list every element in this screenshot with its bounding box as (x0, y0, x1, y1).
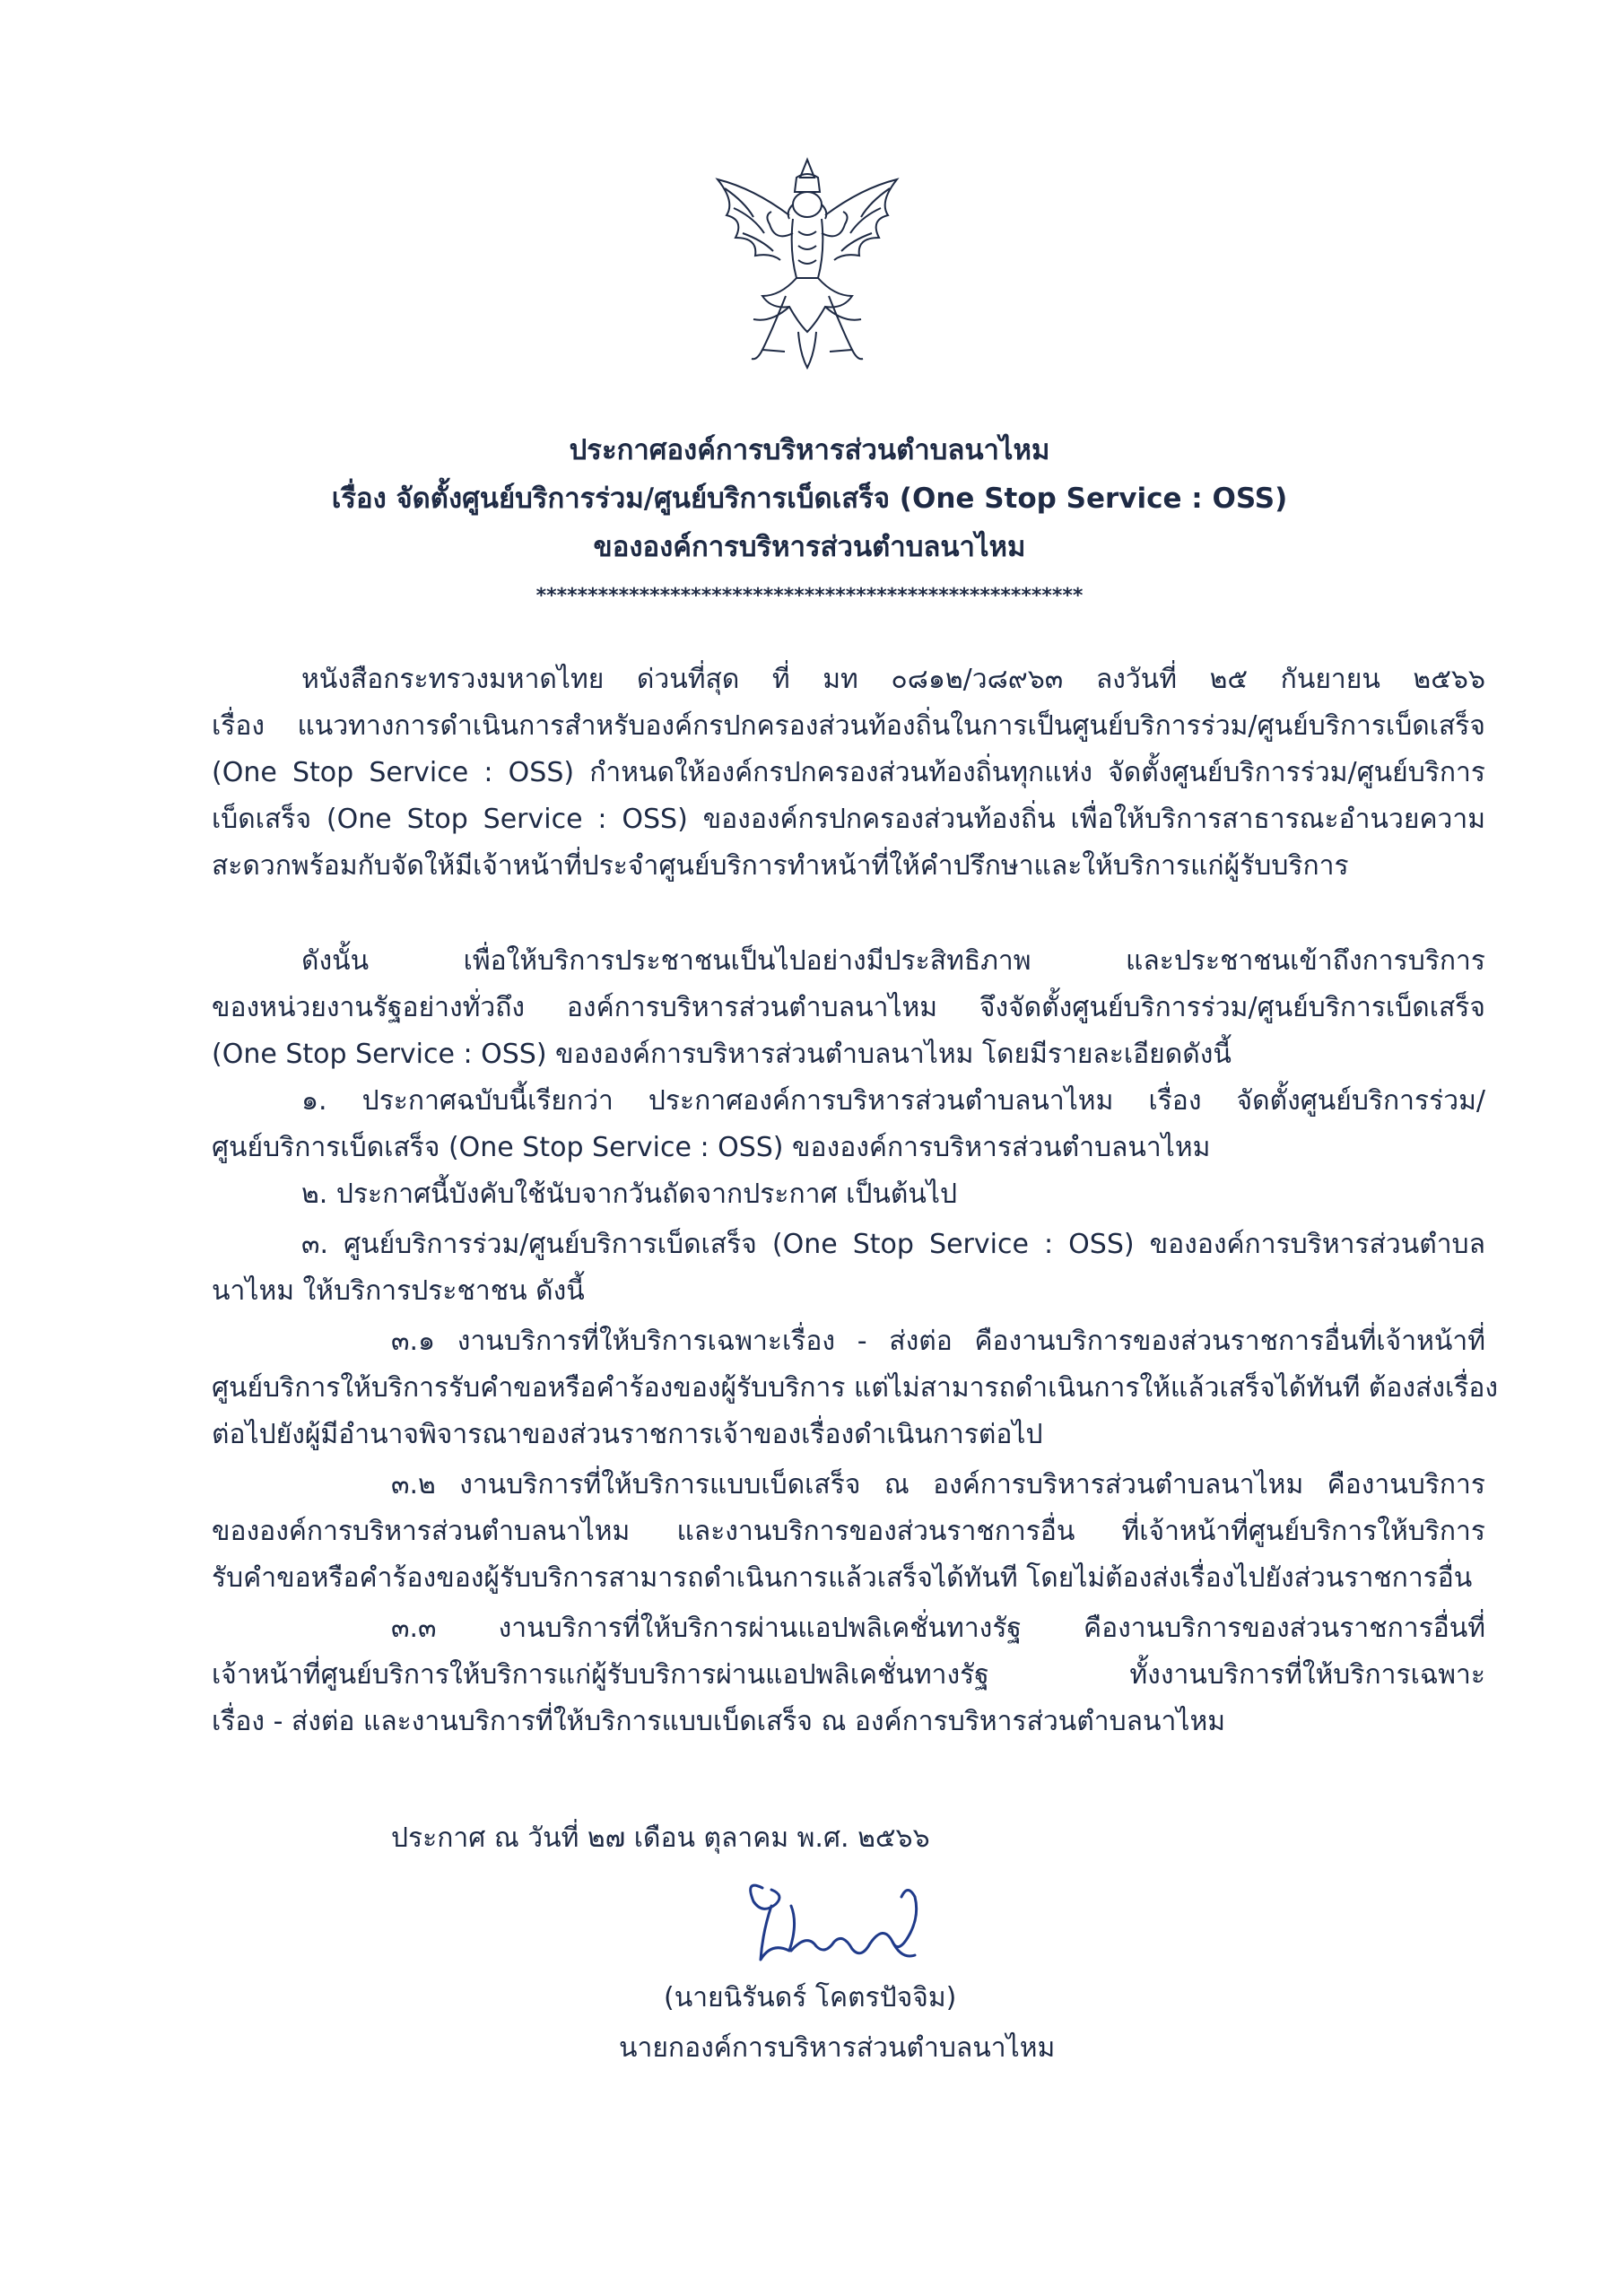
paragraph-1-line-1: หนังสือกระทรวงมหาดไทย ด่วนที่สุด ที่ มท ๐๘๑๒/ว๘๙๖๓ ลงวันที่ ๒๕ กันยายน ๒๕๖๖ (301, 664, 1485, 695)
item-3-1-line-1: ๓.๑ งานบริการที่ให้บริการเฉพาะเรื่อง - ส่งต่อ คืองานบริการของส่วนราชการอื่นที่เจ้าหน้าที่ (391, 1326, 1485, 1357)
title-line-3: ขององค์การบริหารส่วนตำบลนาไหม (593, 531, 1026, 563)
item-3-line-1: ๓. ศูนย์บริการร่วม/ศูนย์บริการเบ็ดเสร็จ (One Stop Service : OSS) ขององค์การบริหารส่วนตำบล (301, 1229, 1485, 1260)
paragraph-1-line-3: (One Stop Service : OSS) กำหนดให้องค์กรปกครองส่วนท้องถิ่นทุกแห่ง จัดตั้งศูนย์บริการร่วม/ศูนย์บริการ (212, 757, 1485, 788)
paragraph-1-line-5: สะดวกพร้อมกับจัดให้มีเจ้าหน้าที่ประจำศูนย์บริการทำหน้าที่ให้คำปรึกษาและให้บริการแก่ผู้รับบริการ (212, 850, 1349, 882)
item-3-2-line-2: ขององค์การบริหารส่วนตำบลนาไหม และงานบริการของส่วนราชการอื่น ที่เจ้าหน้าที่ศูนย์บริการให้บริการ (212, 1516, 1485, 1547)
paragraph-2-line-1: ดังนั้น เพื่อให้บริการประชาชนเป็นไปอย่างมีประสิทธิภาพ และประชาชนเข้าถึงการบริการ (301, 945, 1485, 977)
signer-name: (นายนิรันดร์ โคตรปัจจิม) (664, 1982, 957, 2013)
item-3-2-line-3: รับคำขอหรือคำร้องของผู้รับบริการสามารถดำเนินการแล้วเสร็จได้ทันที โดยไม่ต้องส่งเรื่องไปยังส่วนราชการอื่น (212, 1562, 1473, 1594)
paragraph-2-line-3: (One Stop Service : OSS) ขององค์การบริหารส่วนตำบลนาไหม โดยมีรายละเอียดดังนี้ (212, 1039, 1232, 1070)
signature-icon (736, 1870, 942, 1978)
title-line-2: เรื่อง จัดตั้งศูนย์บริการร่วม/ศูนย์บริการเบ็ดเสร็จ (One Stop Service : OSS) (331, 483, 1288, 515)
item-3-1-line-2: ศูนย์บริการให้บริการรับคำขอหรือคำร้องของผู้รับบริการ แต่ไม่สามารถดำเนินการให้แล้วเสร็จได้ทันที ต้องส่งเรื่อง (212, 1372, 1499, 1404)
signer-position: นายกองค์การบริหารส่วนตำบลนาไหม (619, 2032, 1056, 2064)
item-3-line-2: นาไหม ให้บริการประชาชน ดังนี้ (212, 1275, 585, 1307)
item-3-1-line-3: ต่อไปยังผู้มีอำนาจพิจารณาของส่วนราชการเจ้าของเรื่องดำเนินการต่อไป (212, 1419, 1043, 1450)
item-3-3-line-1: ๓.๓ งานบริการที่ให้บริการผ่านแอปพลิเคชั่นทางรัฐ คืองานบริการของส่วนราชการอื่นที่ (391, 1613, 1485, 1644)
title-line-1: ประกาศองค์การบริหารส่วนตำบลนาไหม (569, 434, 1050, 466)
paragraph-2-line-2: ของหน่วยงานรัฐอย่างทั่วถึง องค์การบริหารส่วนตำบลนาไหม จึงจัดตั้งศูนย์บริการร่วม/ศูนย์บริการเบ็ดเสร็จ (212, 992, 1485, 1023)
garuda-emblem-icon (700, 152, 915, 377)
item-2: ๒. ประกาศนี้บังคับใช้นับจากวันถัดจากประกาศ เป็นต้นไป (301, 1178, 958, 1210)
paragraph-1-line-2: เรื่อง แนวทางการดำเนินการสำหรับองค์กรปกครองส่วนท้องถิ่นในการเป็นศูนย์บริการร่วม/ศูนย์บริการเบ็ดเสร็จ (212, 710, 1485, 742)
paragraph-1-line-4: เบ็ดเสร็จ (One Stop Service : OSS) ขององค์กรปกครองส่วนท้องถิ่น เพื่อให้บริการสาธารณะอำนวยความ (212, 804, 1485, 835)
item-3-3-line-2: เจ้าหน้าที่ศูนย์บริการให้บริการแก่ผู้รับบริการผ่านแอปพลิเคชั่นทางรัฐ ทั้งงานบริการที่ให้บริการเฉพาะ (212, 1659, 1485, 1691)
item-3-2-line-1: ๓.๒ งานบริการที่ให้บริการแบบเบ็ดเสร็จ ณ องค์การบริหารส่วนตำบลนาไหม คืองานบริการ (391, 1469, 1485, 1500)
item-1-line-2: ศูนย์บริการเบ็ดเสร็จ (One Stop Service : OSS) ขององค์การบริหารส่วนตำบลนาไหม (212, 1132, 1211, 1163)
item-1-line-1: ๑. ประกาศฉบับนี้เรียกว่า ประกาศองค์การบริหารส่วนตำบลนาไหม เรื่อง จัดตั้งศูนย์บริการร่วม/ (301, 1085, 1485, 1117)
item-3-3-line-3: เรื่อง - ส่งต่อ และงานบริการที่ให้บริการแบบเบ็ดเสร็จ ณ องค์การบริหารส่วนตำบลนาไหม (212, 1706, 1226, 1737)
announce-date: ประกาศ ณ วันที่ ๒๗ เดือน ตุลาคม พ.ศ. ๒๕๖๖ (391, 1822, 930, 1854)
title-divider: ***************************************************** (535, 585, 1084, 607)
